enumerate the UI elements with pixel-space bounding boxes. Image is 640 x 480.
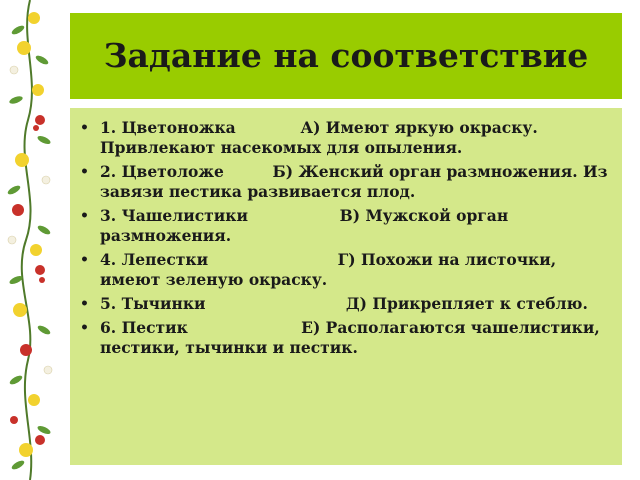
list-item	[80, 318, 608, 358]
bullet-icon: •	[80, 164, 89, 180]
matching-list	[80, 118, 613, 358]
list-item-text: 3. Чашелистики В) Мужской орган размножения.	[100, 206, 514, 245]
bullet-icon: •	[80, 296, 89, 312]
title-bar	[70, 13, 622, 99]
list-item-text: 2. Цветоложе Б) Женский орган размножения. Из завязи пестика развивается плод.	[100, 162, 613, 201]
list-item-text: 4. Лепестки Г) Похожи на листочки, имеют зеленую окраску.	[100, 250, 562, 289]
bullet-icon: •	[80, 208, 89, 224]
bullet-icon: •	[80, 252, 89, 268]
bullet-icon: •	[80, 320, 89, 336]
slide-title: Задание на соответствие	[103, 36, 589, 75]
list-item-text: 6. Пестик Е) Располагаются чашелистики, пестики, тычинки и пестик.	[100, 318, 606, 357]
list-item	[80, 162, 613, 202]
floral-border-decoration	[0, 0, 62, 480]
list-item	[80, 294, 608, 314]
list-item-text: 1. Цветоножка А) Имеют яркую окраску. Привлекают насекомых для опыления.	[100, 118, 544, 157]
list-item	[80, 250, 608, 290]
list-item	[80, 118, 608, 158]
bullet-icon: •	[80, 120, 89, 136]
content-box	[70, 108, 622, 465]
list-item-text: 5. Тычинки Д) Прикрепляет к стеблю.	[100, 294, 588, 313]
list-item	[80, 206, 608, 246]
